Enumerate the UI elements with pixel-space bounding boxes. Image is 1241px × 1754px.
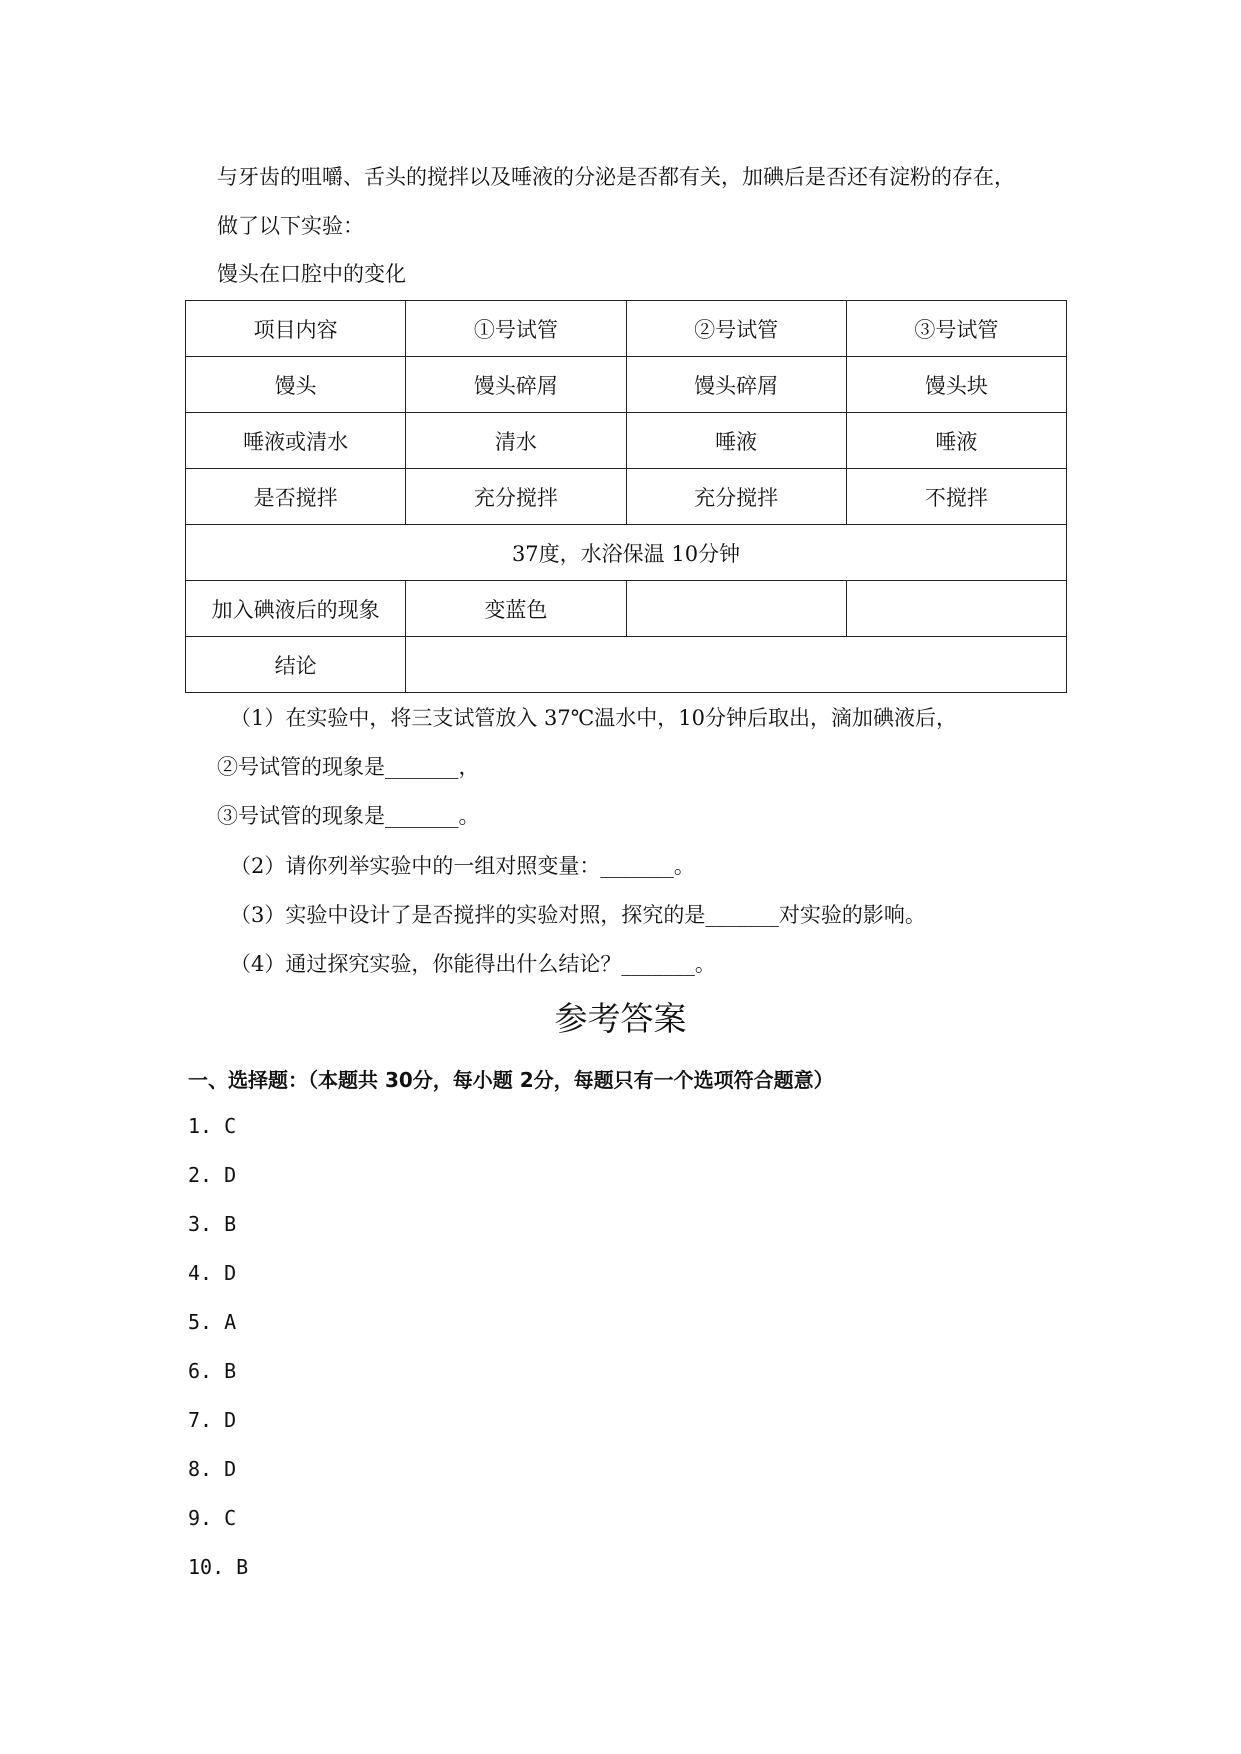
header-cell: ②号试管 xyxy=(626,301,846,357)
table-cell: 唾液 xyxy=(626,413,846,469)
list-item: 5. A xyxy=(188,1310,237,1334)
list-item: 7. D xyxy=(188,1408,237,1432)
intro-line-1: 与牙齿的咀嚼、舌头的搅拌以及唾液的分泌是否都有关，加碘后是否还有淀粉的存在， xyxy=(217,165,1015,189)
answers-title: 参考答案 xyxy=(554,999,687,1038)
question-1-part-a: ②号试管的现象是_______， xyxy=(217,755,480,779)
list-item: 1. C xyxy=(188,1114,237,1138)
table-cell: 不搅拌 xyxy=(846,469,1066,525)
intro-line-2: 做了以下实验： xyxy=(217,214,364,238)
question-1-part-b: ③号试管的现象是_______。 xyxy=(217,804,480,828)
list-item: 3. B xyxy=(188,1212,237,1236)
section-heading: 一、选择题：（本题共 30分，每小题 2分，每题只有一个选项符合题意） xyxy=(188,1068,834,1092)
question-4: （4）通过探究实验，你能得出什么结论？_______。 xyxy=(230,952,716,976)
list-item: 10. B xyxy=(188,1555,249,1579)
table-row xyxy=(186,525,1067,581)
table-cell: 唾液或清水 xyxy=(186,413,406,469)
table-cell: 变蓝色 xyxy=(406,581,626,637)
list-item: 6. B xyxy=(188,1359,237,1383)
table-row xyxy=(186,413,1067,469)
table-cell xyxy=(626,581,846,637)
table-cell: 馒头块 xyxy=(846,357,1066,413)
table-cell xyxy=(846,581,1066,637)
list-item: 8. D xyxy=(188,1457,237,1481)
table-cell: 充分搅拌 xyxy=(406,469,626,525)
table-row xyxy=(186,469,1067,525)
table-cell: 加入碘液后的现象 xyxy=(186,581,406,637)
table-cell: 馒头 xyxy=(186,357,406,413)
header-cell: ③号试管 xyxy=(846,301,1066,357)
answer-list xyxy=(188,1112,248,1602)
list-item: 9. C xyxy=(188,1506,237,1530)
table-row xyxy=(186,637,1067,693)
table-row xyxy=(186,301,1067,357)
question-2: （2）请你列举实验中的一组对照变量：_______。 xyxy=(230,854,695,878)
table-row xyxy=(186,581,1067,637)
table-cell: 馒头碎屑 xyxy=(406,357,626,413)
table-cell: 是否搅拌 xyxy=(186,469,406,525)
water-bath-cell: 37度，水浴保温 10分钟 xyxy=(186,525,1067,581)
table-cell: 结论 xyxy=(186,637,406,693)
table-cell: 清水 xyxy=(406,413,626,469)
header-cell: 项目内容 xyxy=(186,301,406,357)
table-row xyxy=(186,357,1067,413)
table-caption: 馒头在口腔中的变化 xyxy=(217,262,406,286)
list-item: 4. D xyxy=(188,1261,237,1285)
experiment-table xyxy=(185,300,1067,693)
question-1: （1）在实验中，将三支试管放入 37℃温水中，10分钟后取出，滴加碘液后， xyxy=(230,706,957,730)
table-cell: 充分搅拌 xyxy=(626,469,846,525)
question-3: （3）实验中设计了是否搅拌的实验对照，探究的是_______对实验的影响。 xyxy=(230,903,926,927)
conclusion-cell xyxy=(406,637,1067,693)
table-cell: 唾液 xyxy=(846,413,1066,469)
header-cell: ①号试管 xyxy=(406,301,626,357)
table-cell: 馒头碎屑 xyxy=(626,357,846,413)
list-item: 2. D xyxy=(188,1163,237,1187)
